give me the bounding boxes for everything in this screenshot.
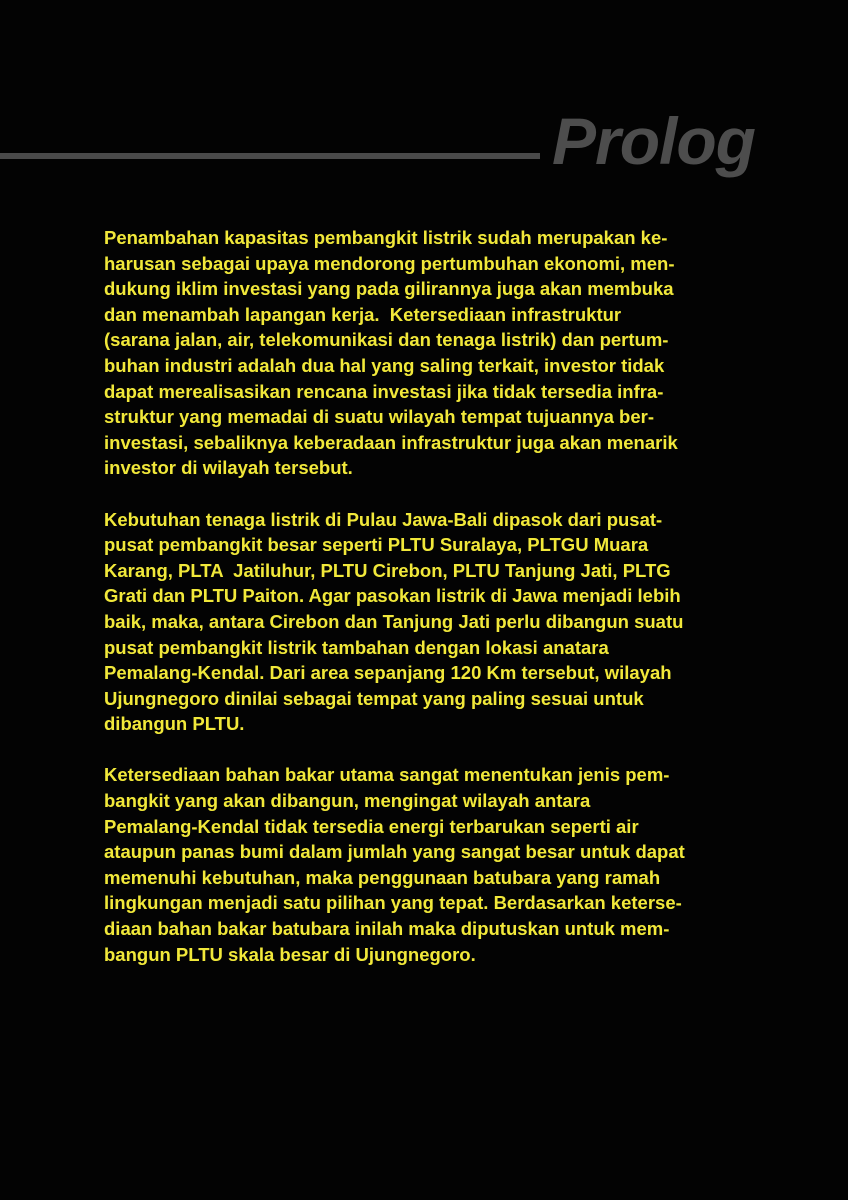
text-line: Ketersediaan bahan bakar utama sangat menentukan jenis pem- — [104, 764, 670, 786]
text-line: dan menambah lapangan kerja. Ketersediaan infrastruktur — [104, 303, 622, 325]
paragraph-gap — [104, 481, 776, 507]
text-line: diaan bahan bakar batubara inilah maka diputuskan untuk mem- — [104, 918, 670, 940]
text-line: Pemalang-Kendal. Dari area sepanjang 120 Km tersebut, wilayah — [104, 662, 672, 684]
text-line: lingkungan menjadi satu pilihan yang tepat. Berdasarkan keterse- — [104, 892, 682, 914]
text-line: buhan industri adalah dua hal yang saling terkait, investor tidak — [104, 354, 665, 376]
text-line: pusat pembangkit listrik tambahan dengan lokasi anatara — [104, 636, 609, 658]
paragraph-3 — [104, 762, 776, 967]
text-line: Grati dan PLTU Paiton. Agar pasokan listrik di Jawa menjadi lebih — [104, 585, 681, 607]
text-line: investasi, sebaliknya keberadaan infrastruktur juga akan menarik — [104, 431, 678, 453]
body-text — [104, 225, 776, 967]
text-line: memenuhi kebutuhan, maka penggunaan batubara yang ramah — [104, 866, 661, 888]
text-line: ataupun panas bumi dalam jumlah yang sangat besar untuk dapat — [104, 841, 685, 863]
paragraph-gap — [104, 737, 776, 763]
text-line: struktur yang memadai di suatu wilayah tempat tujuannya ber- — [104, 406, 654, 428]
text-line: Kebutuhan tenaga listrik di Pulau Jawa-Bali dipasok dari pusat- — [104, 508, 663, 530]
text-line: harusan sebagai upaya mendorong pertumbuhan ekonomi, men- — [104, 252, 675, 274]
text-line: baik, maka, antara Cirebon dan Tanjung Jati perlu dibangun suatu — [104, 610, 684, 632]
text-line: investor di wilayah tersebut. — [104, 457, 353, 479]
text-line: Karang, PLTA Jatiluhur, PLTU Cirebon, PLTU Tanjung Jati, PLTG — [104, 559, 671, 581]
paragraph-1 — [104, 225, 776, 481]
text-line: Penambahan kapasitas pembangkit listrik sudah merupakan ke- — [104, 227, 668, 248]
text-line: Ujungnegoro dinilai sebagai tempat yang paling sesuai untuk — [104, 687, 644, 709]
paragraph-2 — [104, 507, 776, 737]
text-line: pusat pembangkit besar seperti PLTU Suralaya, PLTGU Muara — [104, 534, 649, 556]
header-rule — [0, 153, 540, 159]
text-line: dibangun PLTU. — [104, 713, 245, 735]
text-line: Pemalang-Kendal tidak tersedia energi terbarukan seperti air — [104, 815, 639, 837]
text-line: bangun PLTU skala besar di Ujungnegoro. — [104, 943, 476, 965]
text-line: (sarana jalan, air, telekomunikasi dan tenaga listrik) dan pertum- — [104, 329, 669, 351]
page-title: Prolog — [552, 104, 755, 178]
text-line: dukung iklim investasi yang pada gilirannya juga akan membuka — [104, 278, 674, 300]
text-line: bangkit yang akan dibangun, mengingat wilayah antara — [104, 790, 591, 812]
text-line: dapat merealisasikan rencana investasi jika tidak tersedia infra- — [104, 380, 664, 402]
